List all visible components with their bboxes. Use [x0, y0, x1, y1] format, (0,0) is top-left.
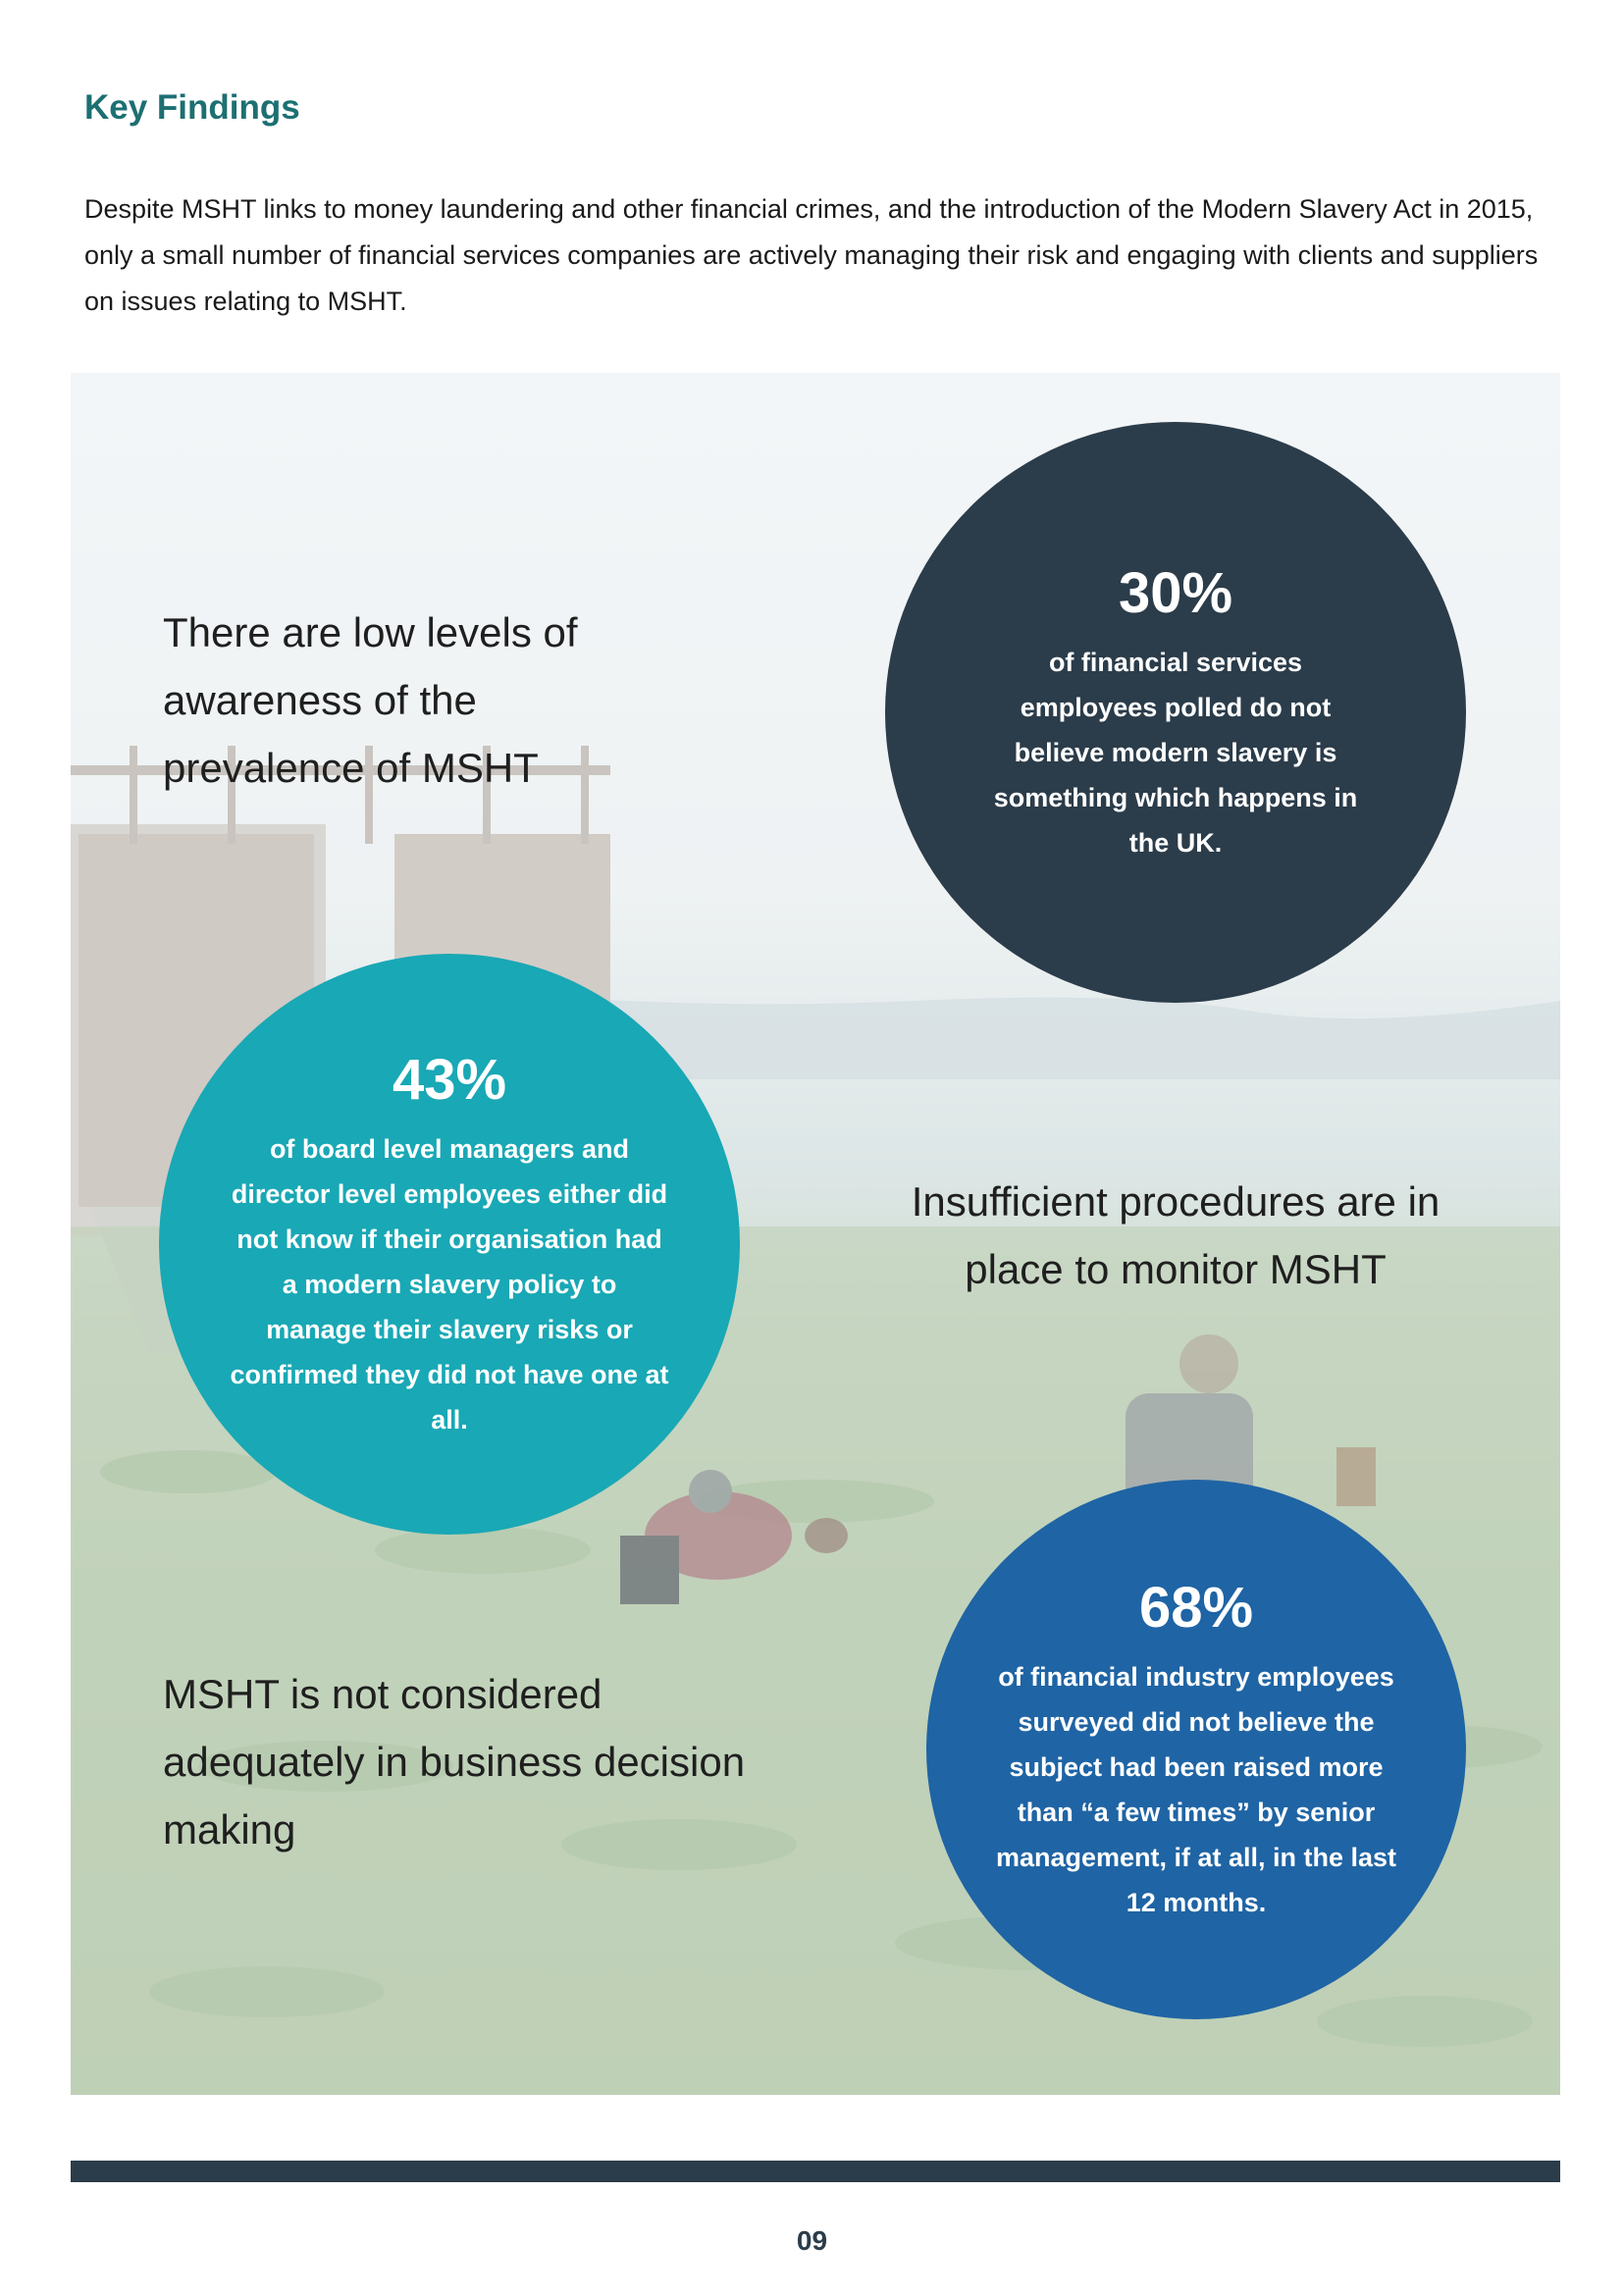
stat-circle-30 — [885, 422, 1466, 1003]
intro-paragraph: Despite MSHT links to money laundering and other financial crimes, and the introduction of the Modern Slavery Act in 2015, only a small number of financial services companies are actively managing their risk and engaging with clients and suppliers on issues relating to MSHT. — [84, 194, 1539, 316]
hero-photo-panel — [71, 373, 1560, 2095]
stat-value: 30% — [1118, 560, 1233, 625]
stat-value: 43% — [392, 1047, 507, 1112]
footer-divider — [71, 2161, 1560, 2182]
statement-decisions: MSHT is not considered adequately in business decision making — [163, 1671, 746, 1852]
statement-awareness: There are low levels of awareness of the prevalence of MSHT — [163, 609, 578, 791]
statement-procedures: Insufficient procedures are in place to monitor MSHT — [911, 1178, 1441, 1292]
stat-description: of financial services employees polled do not believe modern slavery is something which happens in the UK. — [993, 647, 1358, 858]
section-heading: Key Findings — [84, 88, 300, 127]
stat-description: of board level managers and director level employees either did not know if their organisation had a modern slavery policy to manage their slavery risks or confirmed they did not have one at all. — [230, 1133, 669, 1435]
stat-value: 68% — [1138, 1575, 1254, 1640]
stat-circle-68 — [926, 1480, 1466, 2019]
page-number: 09 — [796, 2225, 828, 2256]
stat-description: of financial industry employees surveyed did not believe the subject had been raised more than “a few times” by senior management, if at all, in the last 12 months. — [995, 1661, 1397, 1917]
stat-circle-43 — [159, 954, 740, 1535]
